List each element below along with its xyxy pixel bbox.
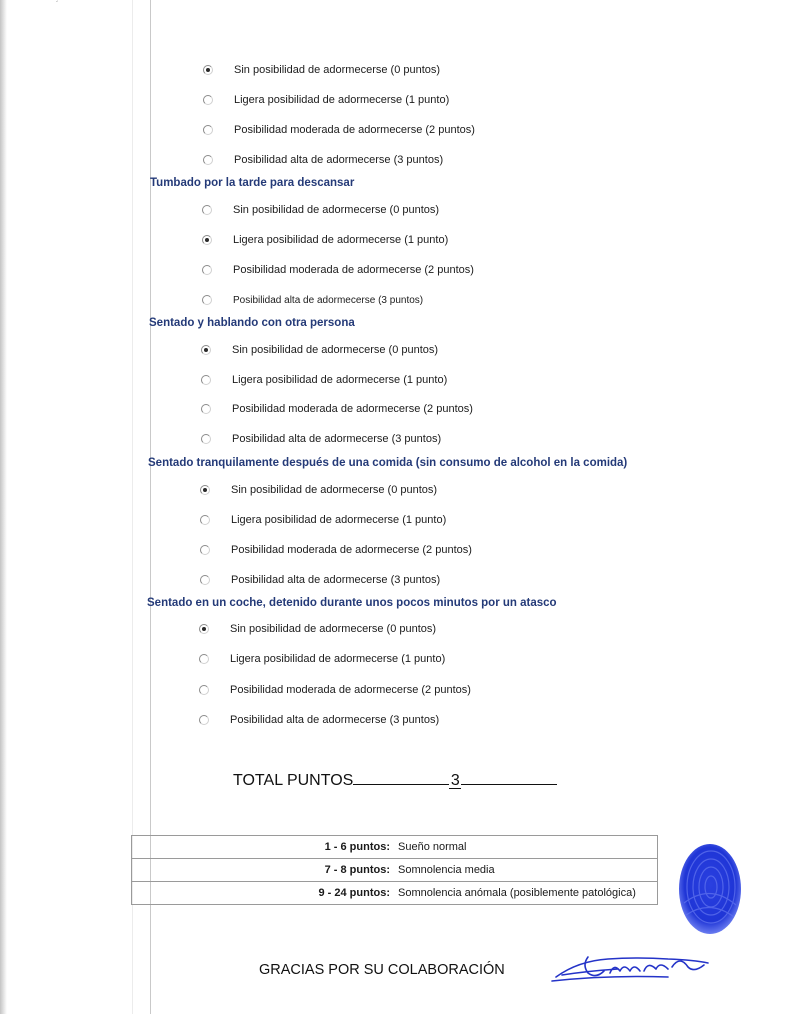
radio-button-checked[interactable] — [201, 345, 211, 355]
option-row[interactable] — [203, 151, 443, 169]
total-blank-right — [461, 768, 557, 785]
option-row[interactable] — [202, 291, 423, 309]
option-row[interactable] — [202, 231, 448, 249]
table-row — [132, 836, 658, 859]
option-label: Sin posibilidad de adormecerse (0 puntos) — [234, 64, 441, 76]
radio-button-checked[interactable] — [199, 624, 209, 634]
radio-button[interactable] — [202, 295, 212, 305]
option-row[interactable] — [203, 61, 440, 79]
option-row[interactable] — [199, 681, 471, 699]
radio-button-checked[interactable] — [203, 65, 213, 75]
table-row — [132, 859, 658, 882]
option-row[interactable] — [202, 201, 439, 219]
option-row[interactable] — [201, 371, 447, 389]
total-label: TOTAL PUNTOS — [233, 772, 354, 789]
option-label: Posibilidad moderada de adormecerse (2 puntos) — [231, 544, 472, 556]
option-row[interactable] — [202, 261, 474, 279]
radio-button[interactable] — [200, 515, 210, 525]
option-row[interactable] — [200, 511, 446, 529]
option-label: Ligera posibilidad de adormecerse (1 punto) — [230, 653, 446, 665]
page-left-edge — [0, 0, 7, 1014]
option-label: Posibilidad moderada de adormecerse (2 puntos) — [233, 264, 474, 276]
option-label: Sin posibilidad de adormecerse (0 puntos) — [232, 344, 439, 356]
radio-button[interactable] — [203, 95, 213, 105]
option-row[interactable] — [199, 650, 445, 668]
score-range: 9 - 24 puntos: — [132, 882, 399, 905]
radio-button[interactable] — [202, 205, 212, 215]
scan-mark: ´ — [56, 0, 59, 9]
score-range: 7 - 8 puntos: — [132, 859, 399, 882]
option-row[interactable] — [200, 481, 437, 499]
radio-button[interactable] — [202, 265, 212, 275]
table-row — [132, 882, 658, 905]
option-label: Posibilidad alta de adormecerse (3 puntos) — [231, 574, 441, 586]
thanks-message: GRACIAS POR SU COLABORACIÓN — [259, 962, 505, 978]
option-label: Posibilidad alta de adormecerse (3 puntos) — [232, 433, 442, 445]
radio-button[interactable] — [201, 404, 211, 414]
radio-button[interactable] — [203, 155, 213, 165]
option-label: Ligera posibilidad de adormecerse (1 punto) — [232, 374, 448, 386]
score-table — [131, 835, 658, 905]
question-heading: Sentado tranquilamente después de una comida (sin consumo de alcohol en la comida) — [148, 457, 628, 469]
option-label: Posibilidad moderada de adormecerse (2 puntos) — [232, 403, 473, 415]
total-blank-left — [353, 768, 449, 785]
radio-button[interactable] — [203, 125, 213, 135]
option-label: Posibilidad alta de adormecerse (3 puntos) — [234, 154, 444, 166]
option-label: Sin posibilidad de adormecerse (0 puntos) — [231, 484, 438, 496]
radio-button[interactable] — [199, 654, 209, 664]
option-row[interactable] — [203, 91, 449, 109]
option-label: Sin posibilidad de adormecerse (0 puntos) — [230, 623, 437, 635]
radio-button[interactable] — [199, 715, 209, 725]
score-meaning: Somnolencia media — [398, 859, 658, 882]
option-label: Sin posibilidad de adormecerse (0 puntos) — [233, 204, 440, 216]
option-label: Ligera posibilidad de adormecerse (1 punto) — [233, 234, 449, 246]
score-meaning: Sueño normal — [398, 841, 467, 853]
signature-icon — [548, 945, 714, 987]
option-label: Ligera posibilidad de adormecerse (1 punto) — [234, 94, 450, 106]
option-row[interactable] — [199, 620, 436, 638]
option-row[interactable] — [201, 341, 438, 359]
radio-button[interactable] — [200, 575, 210, 585]
question-heading: Sentado en un coche, detenido durante unos pocos minutos por un atasco — [147, 597, 557, 609]
option-row[interactable] — [200, 541, 472, 559]
question-heading: Tumbado por la tarde para descansar — [150, 177, 355, 189]
option-label: Posibilidad alta de adormecerse (3 puntos) — [230, 714, 440, 726]
option-label: Posibilidad alta de adormecerse (3 puntos) — [233, 294, 424, 306]
option-label: Posibilidad moderada de adormecerse (2 puntos) — [234, 124, 475, 136]
option-row[interactable] — [203, 121, 475, 139]
score-meaning: Somnolencia anómala (posiblemente patológica) — [398, 882, 658, 905]
radio-button-checked[interactable] — [200, 485, 210, 495]
option-label: Ligera posibilidad de adormecerse (1 punto) — [231, 514, 447, 526]
question-heading: Sentado y hablando con otra persona — [149, 317, 355, 329]
option-row[interactable] — [200, 571, 440, 589]
radio-button[interactable] — [199, 685, 209, 695]
option-row[interactable] — [199, 711, 439, 729]
radio-button[interactable] — [201, 375, 211, 385]
option-label: Posibilidad moderada de adormecerse (2 puntos) — [230, 684, 471, 696]
radio-button-checked[interactable] — [202, 235, 212, 245]
radio-button[interactable] — [201, 434, 211, 444]
option-row[interactable] — [201, 400, 473, 418]
total-value: 3 — [450, 772, 460, 789]
total-score — [233, 768, 557, 790]
fingerprint-icon — [676, 843, 744, 939]
score-range: 1 - 6 puntos: — [324, 841, 390, 853]
radio-button[interactable] — [200, 545, 210, 555]
option-row[interactable] — [201, 430, 441, 448]
